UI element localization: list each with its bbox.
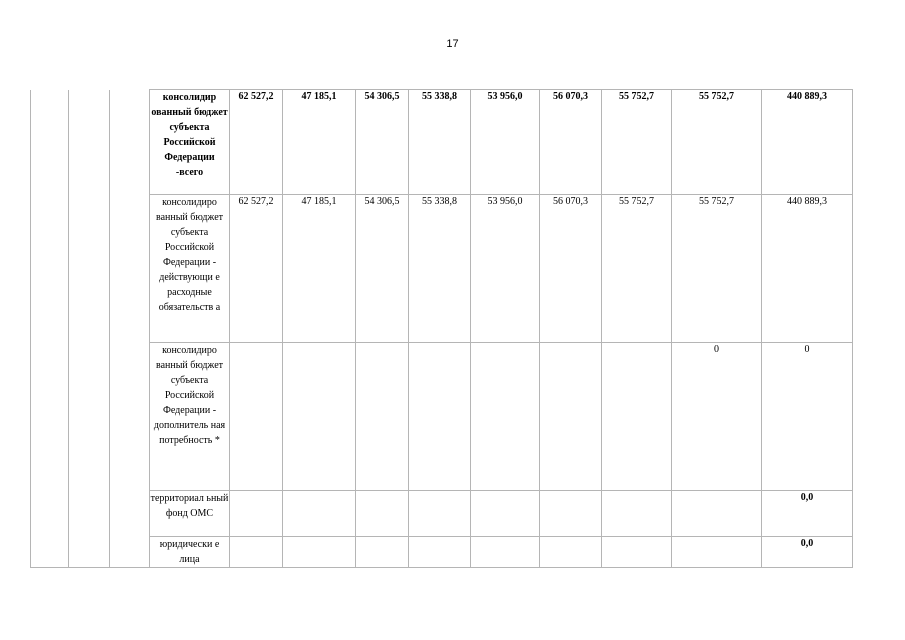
value-cell bbox=[283, 491, 356, 537]
table-row-additional-need bbox=[31, 343, 853, 491]
value-cell: 440 889,3 bbox=[762, 90, 853, 195]
value-cell bbox=[672, 491, 762, 537]
value-cell bbox=[672, 537, 762, 568]
value-cell bbox=[602, 343, 672, 491]
value-cell: 55 752,7 bbox=[672, 195, 762, 343]
value-cell bbox=[409, 491, 471, 537]
value-cell bbox=[230, 537, 283, 568]
value-cell: 53 956,0 bbox=[471, 195, 540, 343]
value-cell bbox=[356, 491, 409, 537]
value-cell: 55 338,8 bbox=[409, 195, 471, 343]
row-label: юридически е лица bbox=[150, 537, 230, 568]
value-cell bbox=[471, 343, 540, 491]
value-cell: 53 956,0 bbox=[471, 90, 540, 195]
value-cell: 56 070,3 bbox=[540, 90, 602, 195]
value-cell bbox=[230, 491, 283, 537]
value-cell bbox=[540, 343, 602, 491]
empty-cell-col-c bbox=[110, 90, 150, 568]
value-cell: 0 bbox=[672, 343, 762, 491]
value-cell bbox=[283, 537, 356, 568]
value-cell: 55 338,8 bbox=[409, 90, 471, 195]
value-cell bbox=[471, 491, 540, 537]
value-cell bbox=[471, 537, 540, 568]
row-label: консолидир ованный бюджет субъекта Российской Федерации -всего bbox=[150, 90, 230, 195]
value-cell: 55 752,7 bbox=[602, 90, 672, 195]
value-cell bbox=[602, 537, 672, 568]
table-row-total bbox=[31, 90, 853, 195]
budget-table bbox=[30, 89, 853, 568]
table-row-legal-entities bbox=[31, 537, 853, 568]
empty-cell-col-b bbox=[69, 90, 110, 568]
value-cell: 440 889,3 bbox=[762, 195, 853, 343]
value-cell bbox=[356, 343, 409, 491]
value-cell: 54 306,5 bbox=[356, 90, 409, 195]
row-label: территориал ьный фонд ОМС bbox=[150, 491, 230, 537]
value-cell: 0,0 bbox=[762, 537, 853, 568]
table-row-oms-fund bbox=[31, 491, 853, 537]
value-cell bbox=[283, 343, 356, 491]
value-cell: 47 185,1 bbox=[283, 90, 356, 195]
empty-cell-col-a bbox=[31, 90, 69, 568]
value-cell: 56 070,3 bbox=[540, 195, 602, 343]
page-number: 17 bbox=[446, 38, 459, 50]
value-cell: 62 527,2 bbox=[230, 90, 283, 195]
value-cell bbox=[356, 537, 409, 568]
value-cell: 0 bbox=[762, 343, 853, 491]
value-cell: 55 752,7 bbox=[672, 90, 762, 195]
value-cell: 62 527,2 bbox=[230, 195, 283, 343]
value-cell bbox=[540, 491, 602, 537]
value-cell: 54 306,5 bbox=[356, 195, 409, 343]
table-row-current-obligations bbox=[31, 195, 853, 343]
value-cell: 55 752,7 bbox=[602, 195, 672, 343]
row-label: консолидиро ванный бюджет субъекта Российской Федерации - дополнитель ная потребность * bbox=[150, 343, 230, 491]
value-cell bbox=[409, 343, 471, 491]
value-cell bbox=[230, 343, 283, 491]
row-label: консолидиро ванный бюджет субъекта Российской Федерации - действующи е расходные обязательств а bbox=[150, 195, 230, 343]
value-cell: 47 185,1 bbox=[283, 195, 356, 343]
value-cell: 0,0 bbox=[762, 491, 853, 537]
value-cell bbox=[409, 537, 471, 568]
value-cell bbox=[602, 491, 672, 537]
value-cell bbox=[540, 537, 602, 568]
